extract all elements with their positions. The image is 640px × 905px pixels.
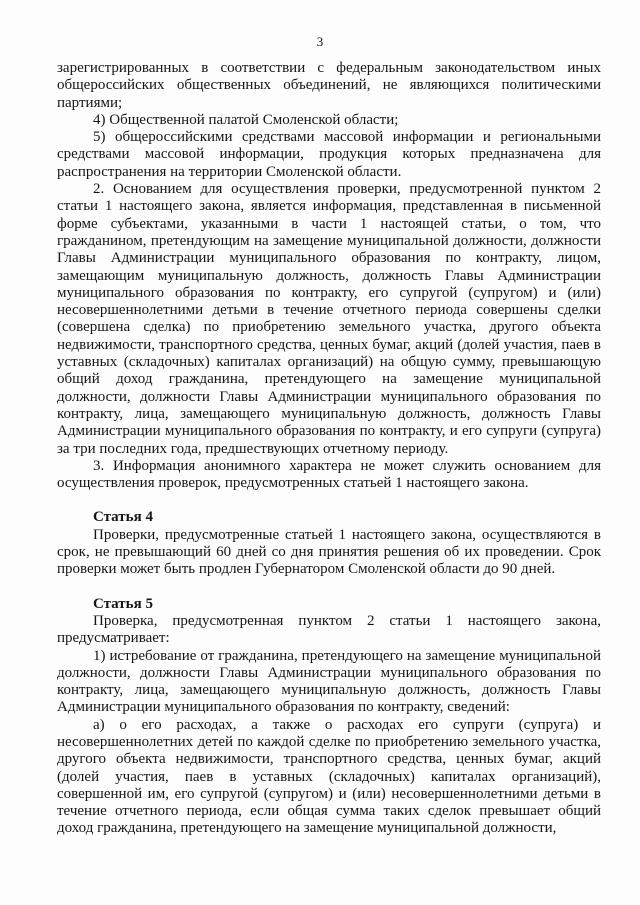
page-number: 3 <box>316 34 324 49</box>
article-5-item-1: 1) истребование от гражданина, претендующего на замещение муниципальной должности, должности Главы Администрации муниципального образования по контракту, лица, замещающего муниципальную должность, должность Главы Администрации муниципального образования по контракту, сведений: <box>57 647 601 716</box>
article-5-heading: Статья 5 <box>93 595 153 612</box>
article-5-subitem-a: а) о его расходах, а также о расходах его супруги (супруга) и несовершеннолетних детей по каждой сделке по приобретению земельного участка, другого объекта недвижимости, транспортного средства, ценных бумаг, акций (долей участия, паев в уставных (складочных) капиталах организаций), совершенной им, его супругой (супругом) и (или) несовершеннолетними детьми в течение отчетного периода, если общая сумма таких сделок превышает общий доход гражданина, претендующего на замещение муниципальной должности, <box>57 716 601 837</box>
clause-2-paragraph: 2. Основанием для осуществления проверки, предусмотренной пунктом 2 статьи 1 настоящего закона, является информация, представленная в письменной форме субъектами, указанными в части 1 настоящей статьи, о том, что гражданином, претендующим на замещение муниципальной должности, должности Главы Администрации муниципального образования по контракту, лицом, замещающим муниципальную должность, должность Главы Администрации муниципального образования по контракту, его супругой (супругом) и (или) несовершеннолетними детьми в течение отчетного периода совершены сделки (совершена сделка) по приобретению земельного участка, другого объекта недвижимости, транспортного средства, ценных бумаг, акций (долей участия, паев в уставных (складочных) капиталах организаций) на общую сумму, превышающую общий доход гражданина, претендующего на замещение муниципальной должности, должности Главы Администрации муниципального образования по контракту, лица, замещающего муниципальную должность, должность Главы Администрации муниципального образования по контракту, и его супруги (супруга) за три последних года, предшествующих отчетному периоду. <box>57 181 601 457</box>
list-item-4: 4) Общественной палатой Смоленской области; <box>93 111 399 128</box>
clause-3-paragraph: 3. Информация анонимного характера не может служить основанием для осуществления проверок, предусмотренных статьей 1 настоящего закона. <box>57 457 601 492</box>
article-4-paragraph: Проверки, предусмотренные статьей 1 настоящего закона, осуществляются в срок, не превышающий 60 дней со дня принятия решения об их проведении. Срок проверки может быть продлен Губернатором Смоленской области до 90 дней. <box>57 526 601 578</box>
document-body <box>57 60 601 838</box>
paragraph-continuation: зарегистрированных в соответствии с федеральным законодательством иных общероссийских общественных объединений, не являющихся политическими партиями; <box>57 60 601 111</box>
article-5-intro: Проверка, предусмотренная пунктом 2 статьи 1 настоящего закона, предусматривает: <box>57 612 601 647</box>
article-4-heading: Статья 4 <box>93 509 153 526</box>
list-item-5: 5) общероссийскими средствами массовой информации и региональными средствами массовой информации, продукция которых предназначена для распространения на территории Смоленской области. <box>57 129 601 180</box>
